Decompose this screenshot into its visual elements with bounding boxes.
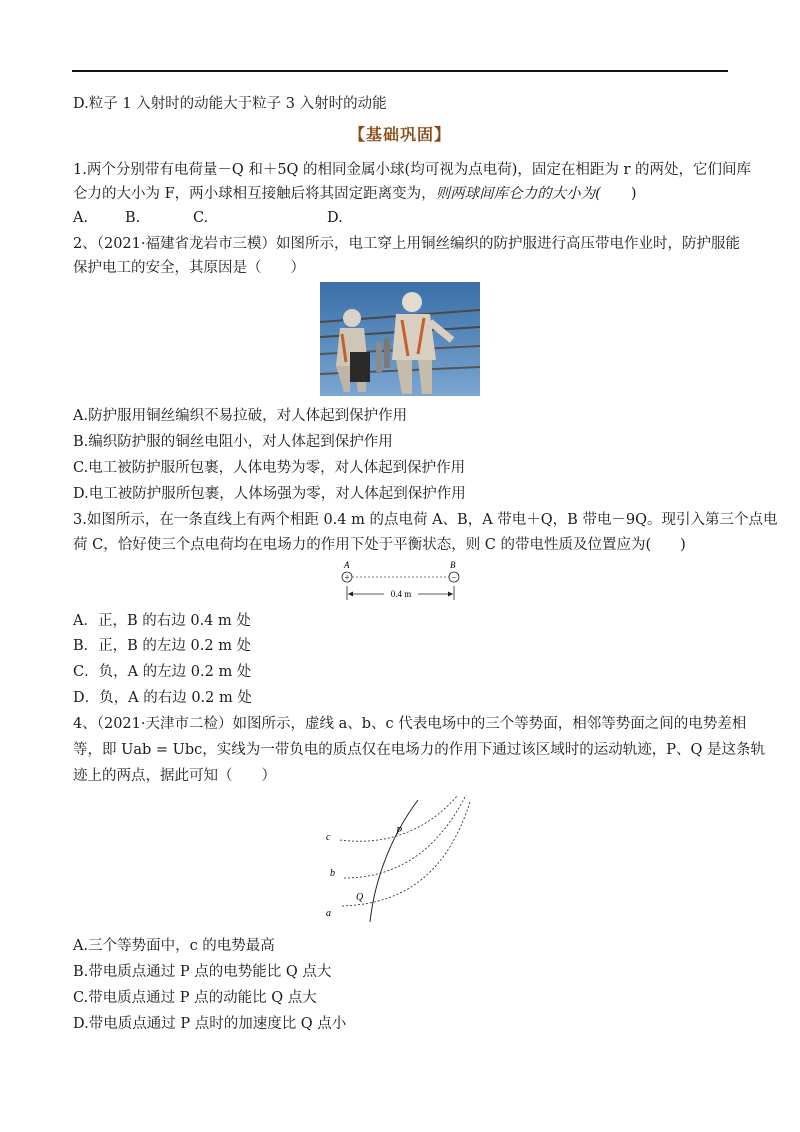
charge-a-sign: + — [344, 572, 350, 583]
q4-option-a[interactable]: A.三个等势面中，c 的电势最高 — [73, 938, 275, 954]
q1-line2-italic: 则两球间库仑力的大小为( — [435, 186, 601, 202]
q2-line2: 保护电工的安全，其原因是（ ） — [73, 260, 305, 276]
distance-label: 0.4 m — [390, 589, 412, 599]
label-a: a — [326, 908, 331, 919]
q1-line2-text: 仑力的大小为 F，两小球相互接触后将其固定距离变为， — [73, 186, 436, 202]
trajectory-line — [370, 800, 418, 922]
q2-option-c[interactable]: C.电工被防护服所包裹，人体电势为零，对人体起到保护作用 — [73, 460, 466, 476]
section-title: 【基础巩固】 — [348, 125, 451, 144]
q1-options — [73, 208, 343, 228]
previous-option-d: D.粒子 1 入射时的动能大于粒子 3 入射时的动能 — [73, 96, 387, 112]
dim-arrow-right — [448, 592, 453, 597]
charge-a-label: A — [344, 560, 350, 570]
q1-line2 — [73, 184, 637, 204]
q4-line1: 4、（2021·天津市二检）如图所示，虚线 a、b、c 代表电场中的三个等势面，相邻等势面之间的电势差相 — [73, 716, 747, 732]
q1-option-c[interactable]: C. — [193, 210, 209, 226]
q3-option-b[interactable]: B．正，B 的左边 0.2 m 处 — [73, 638, 252, 654]
q3-option-a[interactable]: A．正，B 的右边 0.4 m 处 — [73, 613, 251, 629]
q2-option-a[interactable]: A.防护服用铜丝编织不易拉破，对人体起到保护作用 — [73, 408, 408, 424]
label-q: Q — [356, 892, 364, 903]
charges-diagram — [332, 560, 472, 610]
equipotential-b — [344, 795, 466, 878]
q3-line2: 荷 C，恰好使三个点电荷均在电场力的作用下处于平衡状态，则 C 的带电性质及位置应为( ) — [73, 537, 686, 553]
q1-option-a[interactable]: A. — [73, 210, 89, 226]
q3-line1: 3.如图所示，在一条直线上有两个相距 0.4 m 的点电荷 A、B，A 带电＋Q，B 带电－9Q。现引入第三个点电 — [73, 512, 778, 528]
q4-option-b[interactable]: B.带电质点通过 P 点的电势能比 Q 点大 — [73, 964, 332, 980]
q4-line3: 迹上的两点，据此可知（ ） — [73, 768, 276, 784]
equipotential-diagram — [318, 790, 478, 930]
charge-b-sign: − — [451, 572, 457, 583]
label-p: P — [396, 826, 403, 837]
q4-option-c[interactable]: C.带电质点通过 P 点的动能比 Q 点大 — [73, 990, 317, 1006]
q1-option-d[interactable]: D. — [327, 210, 343, 226]
q2-option-d[interactable]: D.电工被防护服所包裹，人体场强为零，对人体起到保护作用 — [73, 486, 466, 502]
q1-line2-close: ) — [630, 186, 637, 202]
charge-b-label: B — [450, 560, 456, 570]
q3-option-d[interactable]: D．负，A 的右边 0.2 m 处 — [73, 690, 252, 706]
electricians-photo — [320, 282, 480, 396]
q1-line1: 1.两个分别带有电荷量－Q 和＋5Q 的相同金属小球(均可视为点电荷)，固定在相距为 r 的两处，它们间库 — [73, 162, 752, 178]
q2-option-b[interactable]: B.编织防护服的铜丝电阻小，对人体起到保护作用 — [73, 434, 393, 450]
q2-line1: 2、（2021·福建省龙岩市三模）如图所示，电工穿上用铜丝编织的防护服进行高压带电作业时，防护服能 — [73, 236, 740, 252]
q4-option-d[interactable]: D.带电质点通过 P 点时的加速度比 Q 点小 — [73, 1016, 347, 1032]
q1-option-b[interactable]: B. — [125, 210, 141, 226]
q3-option-c[interactable]: C．负，A 的左边 0.2 m 处 — [73, 664, 252, 680]
header-rule — [72, 70, 728, 72]
label-b: b — [330, 868, 335, 879]
dim-arrow-left — [348, 592, 353, 597]
label-c: c — [326, 832, 331, 843]
q4-line2: 等，即 Uab = Ubc，实线为一带负电的质点仅在电场力的作用下通过该区域时的运动轨迹，P、Q 是这条轨 — [73, 742, 765, 758]
